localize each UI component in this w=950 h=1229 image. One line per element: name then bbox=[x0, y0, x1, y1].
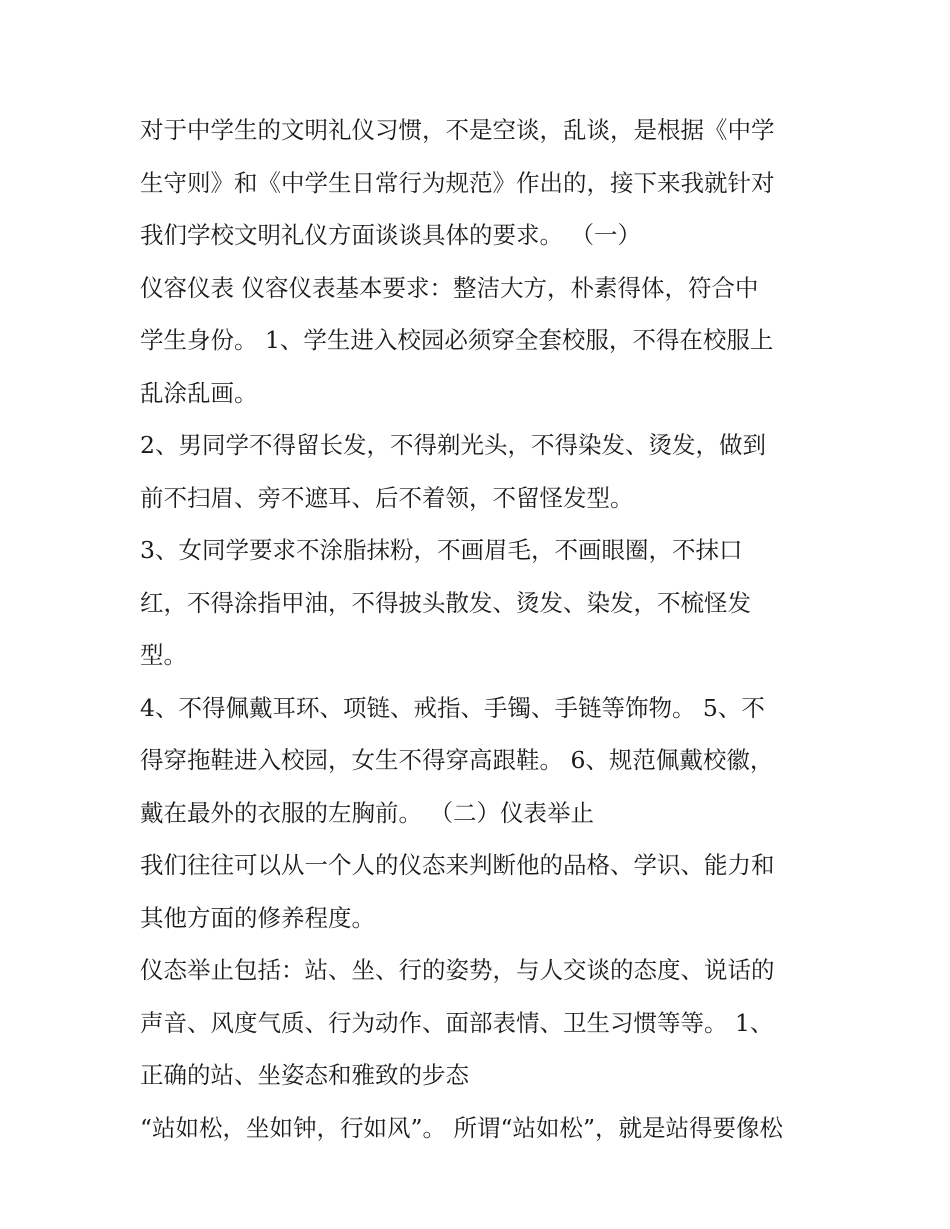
text-line: 声音、风度气质、行为动作、面部表情、卫生习惯等等。 1、 bbox=[140, 1008, 774, 1037]
text-line: 前不扫眉、旁不遮耳、后不着领，不留怪发型。 bbox=[140, 483, 634, 512]
text-line: “站如松，坐如钟，行如风”。 所谓“站如松”，就是站得要像松 bbox=[140, 1113, 784, 1142]
text-line: 我们往往可以从一个人的仪态来判断他的品格、学识、能力和 bbox=[140, 851, 775, 879]
text-line: 型。 bbox=[140, 641, 187, 669]
text-line: 学生身份。 1、学生进入校园必须穿全套校服，不得在校服上 bbox=[140, 326, 774, 354]
text-line: 仪容仪表 仪容仪表基本要求：整洁大方，朴素得体，符合中 bbox=[140, 273, 759, 302]
text-line: 其他方面的修养程度。 bbox=[140, 903, 375, 932]
text-line: 仪态举止包括：站、坐、行的姿势，与人交谈的态度、说话的 bbox=[140, 956, 775, 984]
text-line: 正确的站、坐姿态和雅致的步态 bbox=[140, 1061, 469, 1089]
text-line: 4、不得佩戴耳环、项链、戒指、手镯、手链等饰物。 5、不 bbox=[140, 693, 765, 722]
text-line: 我们学校文明礼仪方面谈谈具体的要求。 （一） bbox=[140, 221, 641, 249]
text-line: 得穿拖鞋进入校园，女生不得穿高跟鞋。 6、规范佩戴校徽， bbox=[140, 746, 774, 774]
text-line: 3、女同学要求不涂脂抹粉，不画眉毛，不画眼圈，不抹口 bbox=[140, 536, 743, 564]
text-line: 2、男同学不得留长发，不得剃光头，不得染发、烫发，做到 bbox=[140, 431, 766, 459]
text-line: 戴在最外的衣服的左胸前。 （二）仪表举止 bbox=[140, 798, 594, 827]
text-line: 乱涂乱画。 bbox=[140, 378, 258, 407]
text-line: 对于中学生的文明礼仪习惯，不是空谈，乱谈，是根据《中学 bbox=[140, 116, 775, 144]
body-text bbox=[140, 104, 830, 1154]
text-line: 红，不得涂指甲油，不得披头散发、烫发、染发，不梳怪发 bbox=[140, 588, 751, 617]
text-line: 生守则》和《中学生日常行为规范》作出的，接下来我就针对 bbox=[140, 168, 775, 197]
